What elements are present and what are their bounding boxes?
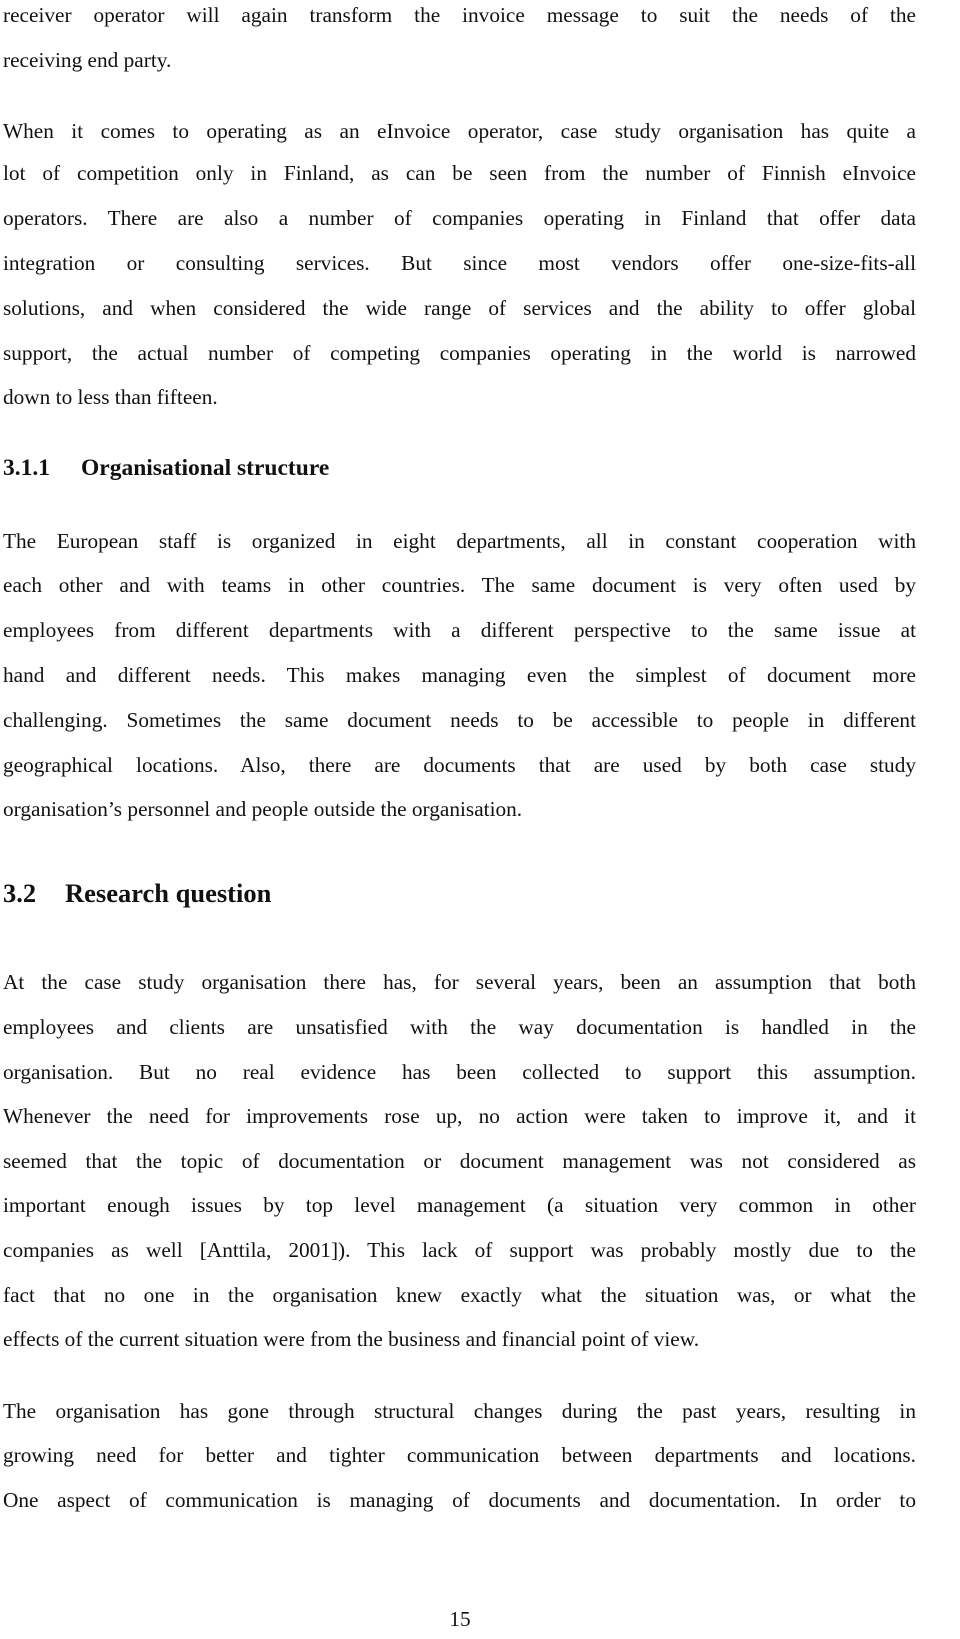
text-line: When it comes to operating as an eInvoice operator, case study organisation has quite a xyxy=(3,119,916,143)
text-line: lot of competition only in Finland, as can be seen from the number of Finnish eInvoice xyxy=(3,161,916,185)
text-line: organisation’s personnel and people outside the organisation. xyxy=(3,797,523,821)
text-line: seemed that the topic of documentation or document management was not considered as xyxy=(3,1149,916,1173)
text-line: effects of the current situation were from the business and financial point of view. xyxy=(3,1327,700,1351)
text-line: Whenever the need for improvements rose up, no action were taken to improve it, and it xyxy=(3,1104,916,1128)
text-line: The organisation has gone through structural changes during the past years, resulting in xyxy=(3,1399,916,1423)
text-line: At the case study organisation there has, for several years, been an assumption that both xyxy=(3,970,916,994)
text-line: One aspect of communication is managing of documents and documentation. In order to xyxy=(3,1488,916,1512)
text-line: employees and clients are unsatisfied with the way documentation is handled in the xyxy=(3,1015,916,1039)
text-line: organisation. But no real evidence has been collected to support this assumption. xyxy=(3,1060,916,1084)
text-line: challenging. Sometimes the same document needs to be accessible to people in different xyxy=(3,708,916,732)
text-line: geographical locations. Also, there are documents that are used by both case study xyxy=(3,753,916,777)
text-line: hand and different needs. This makes managing even the simplest of document more xyxy=(3,663,916,687)
text-line: The European staff is organized in eight departments, all in constant cooperation with xyxy=(3,529,916,553)
text-line: employees from different departments with a different perspective to the same issue at xyxy=(3,618,916,642)
section-heading-3-1-1 xyxy=(3,453,329,483)
text-line: important enough issues by top level management (a situation very common in other xyxy=(3,1193,916,1217)
text-line: receiver operator will again transform the invoice message to suit the needs of the xyxy=(3,3,916,27)
section-number: 3.2 xyxy=(3,878,37,908)
text-line: receiving end party. xyxy=(3,48,172,72)
section-title: Organisational structure xyxy=(81,455,330,481)
section-title: Research question xyxy=(65,878,272,908)
text-line: growing need for better and tighter communication between departments and locations. xyxy=(3,1443,916,1467)
text-line: companies as well [Anttila, 2001]). This lack of support was probably mostly due to the xyxy=(3,1238,916,1262)
section-heading-3-2 xyxy=(3,877,271,909)
text-line: fact that no one in the organisation knew exactly what the situation was, or what the xyxy=(3,1283,916,1307)
text-line: solutions, and when considered the wide range of services and the ability to offer global xyxy=(3,296,916,320)
text-line: each other and with teams in other countries. The same document is very often used by xyxy=(3,573,916,597)
section-number: 3.1.1 xyxy=(3,455,50,481)
page-number: 15 xyxy=(449,1607,471,1631)
text-line: support, the actual number of competing companies operating in the world is narrowed xyxy=(3,341,916,365)
text-line: integration or consulting services. But since most vendors offer one-size-fits-all xyxy=(3,251,916,275)
text-line: operators. There are also a number of companies operating in Finland that offer data xyxy=(3,206,916,230)
text-line: down to less than fifteen. xyxy=(3,385,218,409)
